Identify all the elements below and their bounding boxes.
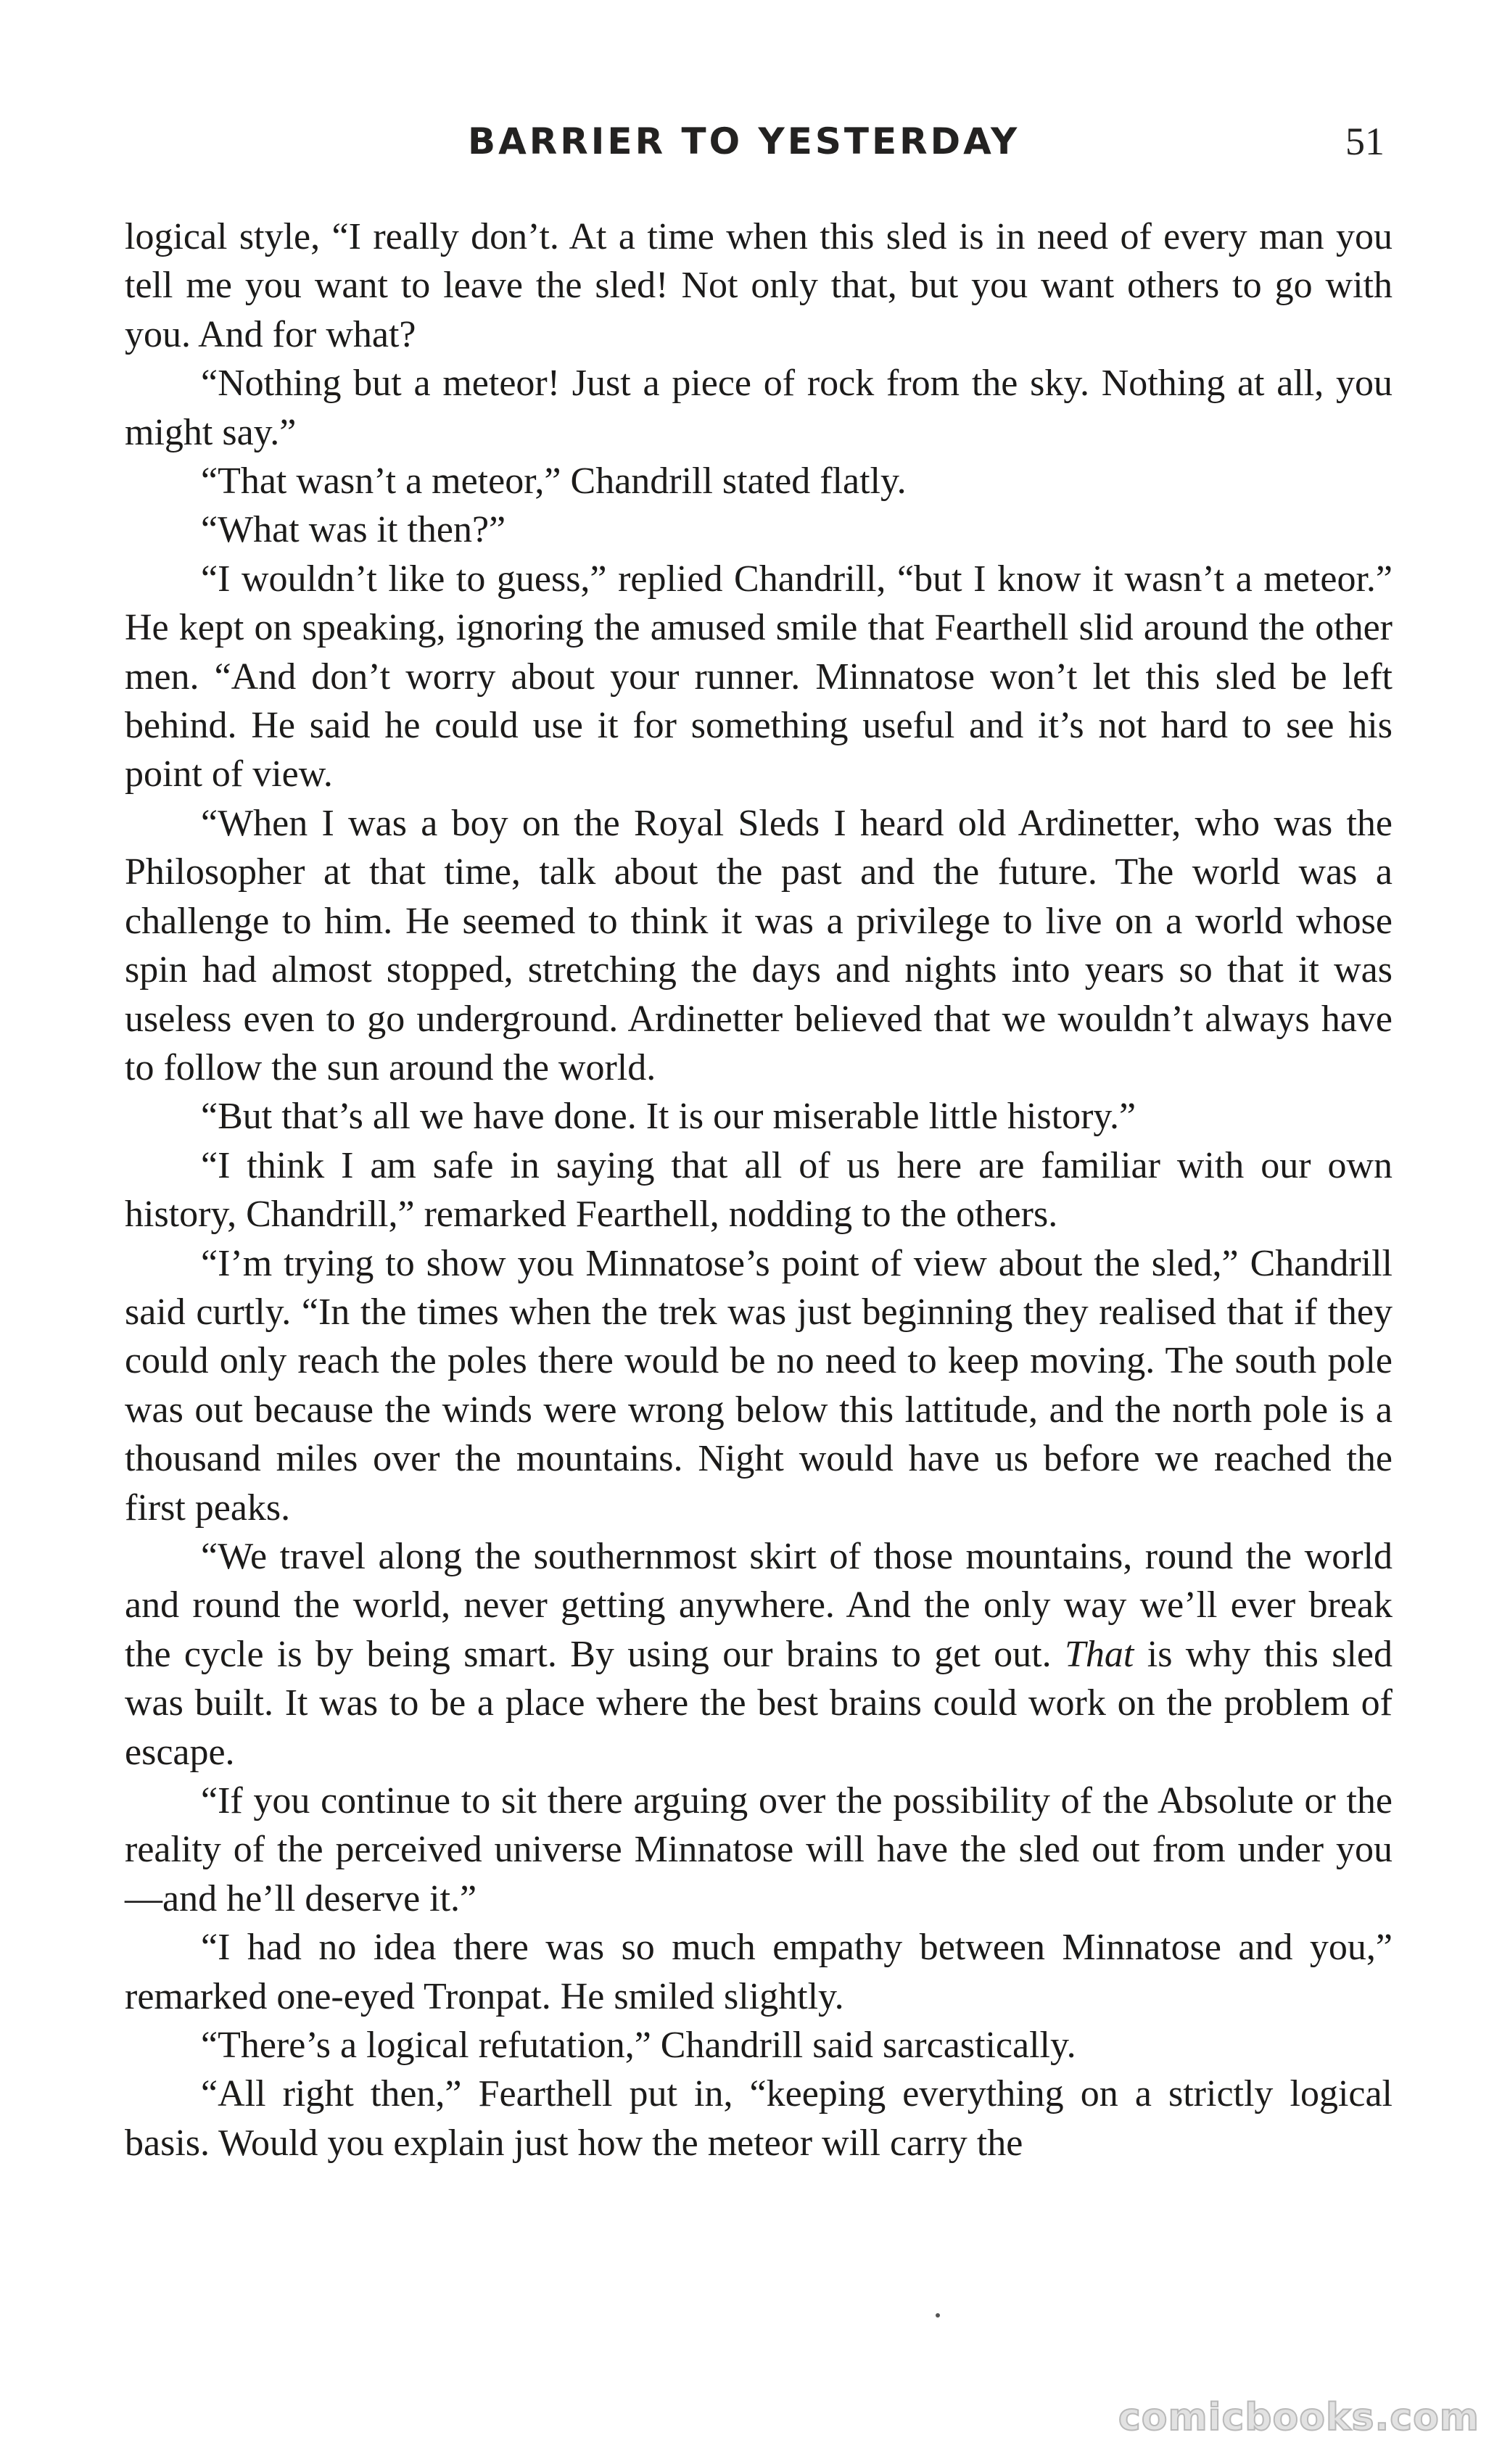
page-number: 51 — [1345, 120, 1385, 163]
paragraph: “I think I am safe in saying that all of us here are familiar with our own history, Chandrill,” remarked Fearthell, nodding to the others. — [125, 1144, 1393, 1236]
running-title: BARRIER TO YESTERDAY — [468, 120, 1020, 162]
paragraph: “What was it then?” — [201, 509, 506, 551]
paragraph: “That wasn’t a meteor,” Chandrill stated flatly. — [201, 460, 907, 503]
print-speck — [936, 2313, 940, 2318]
paragraph: “I had no idea there was so much empathy between Minnatose and you,” remarked one-eyed Tronpat. He smiled slightly. — [125, 1927, 1393, 2017]
paragraph: “Nothing but a meteor! Just a piece of rock from the sky. Nothing at all, you might say.” — [125, 363, 1393, 453]
paragraph: logical style, “I really don’t. At a time when this sled is in need of every man you tell me you want to leave the sled! Not only that, but you want others to go with you. And for what? — [125, 216, 1393, 355]
paragraph: “I’m trying to show you Minnatose’s point of view about the sled,” Chandrill said curtly. “In the times when the trek was just beginning they realised that if they could only reach the poles there would be no need to keep moving. The south pole was out because the winds were wrong below this lattitude, and the north pole is a thousand miles over the mountains. Night would have us before we reached the first peaks. — [125, 1242, 1393, 1529]
paragraph: “There’s a logical refutation,” Chandrill said sarcastically. — [201, 2025, 1076, 2067]
paragraph-text: “We travel along the southernmost skirt of those mountains, round the world and round the world, never getting anywhere. And the only way we’ll ever break the cycle is by being smart. By using our brains to get out. — [125, 1535, 1393, 1675]
paragraph: “If you continue to sit there arguing over the possibility of the Absolute or the reality of the perceived universe Minnatose will have the sled out from under you—and he’ll deserve it.” — [125, 1780, 1393, 1919]
paragraph-text: is why this sled was built. It was to be a place where the best brains could work on the problem of escape. — [125, 1633, 1393, 1773]
body-text — [125, 212, 1393, 2167]
running-head — [0, 116, 1510, 167]
paragraph: “I wouldn’t like to guess,” replied Chandrill, “but I know it wasn’t a meteor.” He kept on speaking, ignoring the amused smile that Fearthell slid around the other men. “And don’t worry about your runner. Minnatose won’t let this sled be left behind. He said he could use it for something useful and it’s not hard to see his point of view. — [125, 558, 1393, 795]
paragraph: “But that’s all we have done. It is our miserable little history.” — [201, 1096, 1136, 1138]
paragraph: “When I was a boy on the Royal Sleds I heard old Ardinetter, who was the Philosopher at that time, talk about the past and the future. The world was a challenge to him. He seemed to think it was a privilege to live on a world whose spin had almost stopped, stretching the days and nights into years so that it was useless even to go underground. Ardinetter believed that we wouldn’t always have to follow the sun around the world. — [125, 802, 1393, 1088]
paragraph — [125, 1532, 1393, 1777]
italic-emphasis: That — [1065, 1633, 1134, 1675]
paragraph: “All right then,” Fearthell put in, “keeping everything on a strictly logical basis. Would you explain just how the meteor will carry the — [125, 2073, 1393, 2164]
watermark: comicbooks.com — [1118, 2396, 1480, 2439]
